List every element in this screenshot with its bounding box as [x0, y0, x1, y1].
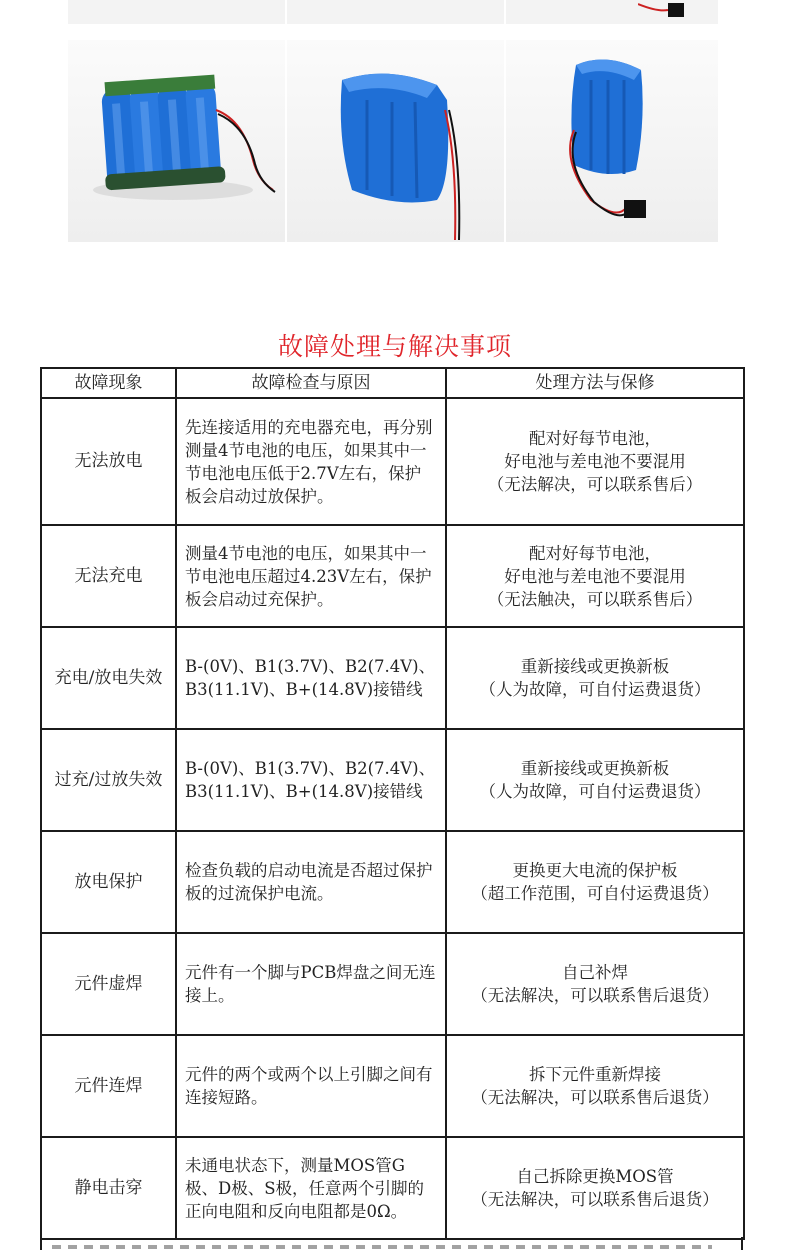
table-row [41, 398, 744, 525]
remedy-line: 自己补焊 [562, 963, 628, 982]
remedy-line: 自己拆除更换MOS管 [516, 1167, 674, 1186]
header-remedy: 处理方法与保修 [446, 368, 744, 398]
header-cause: 故障检查与原因 [176, 368, 446, 398]
symptom-cell: 充电/放电失效 [41, 627, 176, 729]
remedy-line: （无法解决，可以联系售后退货） [471, 986, 719, 1005]
remedy-cell [446, 1035, 744, 1137]
remedy-line: （无法触决，可以联系售后） [487, 589, 703, 609]
table-row [41, 525, 744, 627]
table-row [41, 933, 744, 1035]
remedy-line: 更换更大电流的保护板 [512, 861, 678, 880]
cause-cell: 未通电状态下，测量MOS管G极、D极、S极，任意两个引脚的正向电阻和反向电阻都是0Ω。 [176, 1137, 446, 1239]
remedy-line: 好电池与差电池不要混用 [504, 452, 686, 471]
remedy-line: （超工作范围，可自付运费退货） [471, 884, 719, 903]
table-row [41, 1137, 744, 1239]
truncated-text-fragment [52, 1245, 712, 1249]
cause-cell: B-(0V)、B1(3.7V)、B2(7.4V)、B3(11.1V)、B+(14.8V)接错线 [176, 729, 446, 831]
section-title: 故障处理与解决事项 [277, 332, 512, 361]
battery-pack-photo-side [68, 40, 285, 242]
cause-cell: 元件有一个脚与PCB焊盘之间无连接上。 [176, 933, 446, 1035]
top-photo-strip [68, 0, 718, 24]
symptom-cell: 元件连焊 [41, 1035, 176, 1137]
remedy-line: 配对好每节电池， [529, 429, 661, 448]
remedy-cell [446, 398, 744, 525]
remedy-line: 拆下元件重新焊接 [529, 1065, 661, 1084]
remedy-line: （无法解决，可以联系售后退货） [471, 1190, 719, 1209]
battery-pack-photo-wrapped [287, 40, 504, 242]
remedy-line: 好电池与差电池不要混用 [504, 566, 686, 586]
symptom-cell: 静电击穿 [41, 1137, 176, 1239]
table-row [41, 1035, 744, 1137]
remedy-cell [446, 729, 744, 831]
cause-cell: 先连接适用的充电器充电，再分别测量4节电池的电压，如果其中一节电池电压低于2.7V左右，保护板会启动过放保护。 [176, 398, 446, 525]
symptom-cell: 无法充电 [41, 525, 176, 627]
remedy-line: 重新接线或更换新板 [520, 657, 670, 676]
remedy-line: 配对好每节电池， [529, 543, 661, 563]
remedy-line: （人为故障，可自付运费退货） [479, 782, 711, 801]
remedy-cell [446, 627, 744, 729]
remedy-line: 重新接线或更换新板 [520, 759, 670, 778]
table-row [41, 627, 744, 729]
remedy-line: （无法解决，可以联系售后退货） [471, 1088, 719, 1107]
remedy-cell [446, 1137, 744, 1239]
remedy-cell [446, 831, 744, 933]
truncated-table-row [40, 1237, 743, 1250]
symptom-cell: 过充/过放失效 [41, 729, 176, 831]
cause-cell: 元件的两个或两个以上引脚之间有连接短路。 [176, 1035, 446, 1137]
cause-cell: 检查负载的启动电流是否超过保护板的过流保护电流。 [176, 831, 446, 933]
remedy-cell [446, 933, 744, 1035]
symptom-cell: 无法放电 [41, 398, 176, 525]
table-row [41, 729, 744, 831]
remedy-line: （人为故障，可自付运费退货） [479, 680, 711, 699]
product-photo-partial [287, 0, 504, 24]
symptom-cell: 元件虚焊 [41, 933, 176, 1035]
table-header-row [41, 368, 744, 398]
product-photo-partial [68, 0, 285, 24]
fault-table [40, 367, 745, 1240]
remedy-cell [446, 525, 744, 627]
battery-photo-gallery [68, 40, 718, 242]
cause-cell: 测量4节电池的电压，如果其中一节电池电压超过4.23V左右，保护板会启动过充保护。 [176, 525, 446, 627]
table-row [41, 831, 744, 933]
product-photo-partial [506, 0, 718, 24]
remedy-line: （无法解决，可以联系售后） [487, 475, 703, 494]
cause-cell: B-(0V)、B1(3.7V)、B2(7.4V)、B3(11.1V)、B+(14.8V)接错线 [176, 627, 446, 729]
symptom-cell: 放电保护 [41, 831, 176, 933]
header-symptom: 故障现象 [41, 368, 176, 398]
battery-pack-photo-connector [506, 40, 718, 242]
